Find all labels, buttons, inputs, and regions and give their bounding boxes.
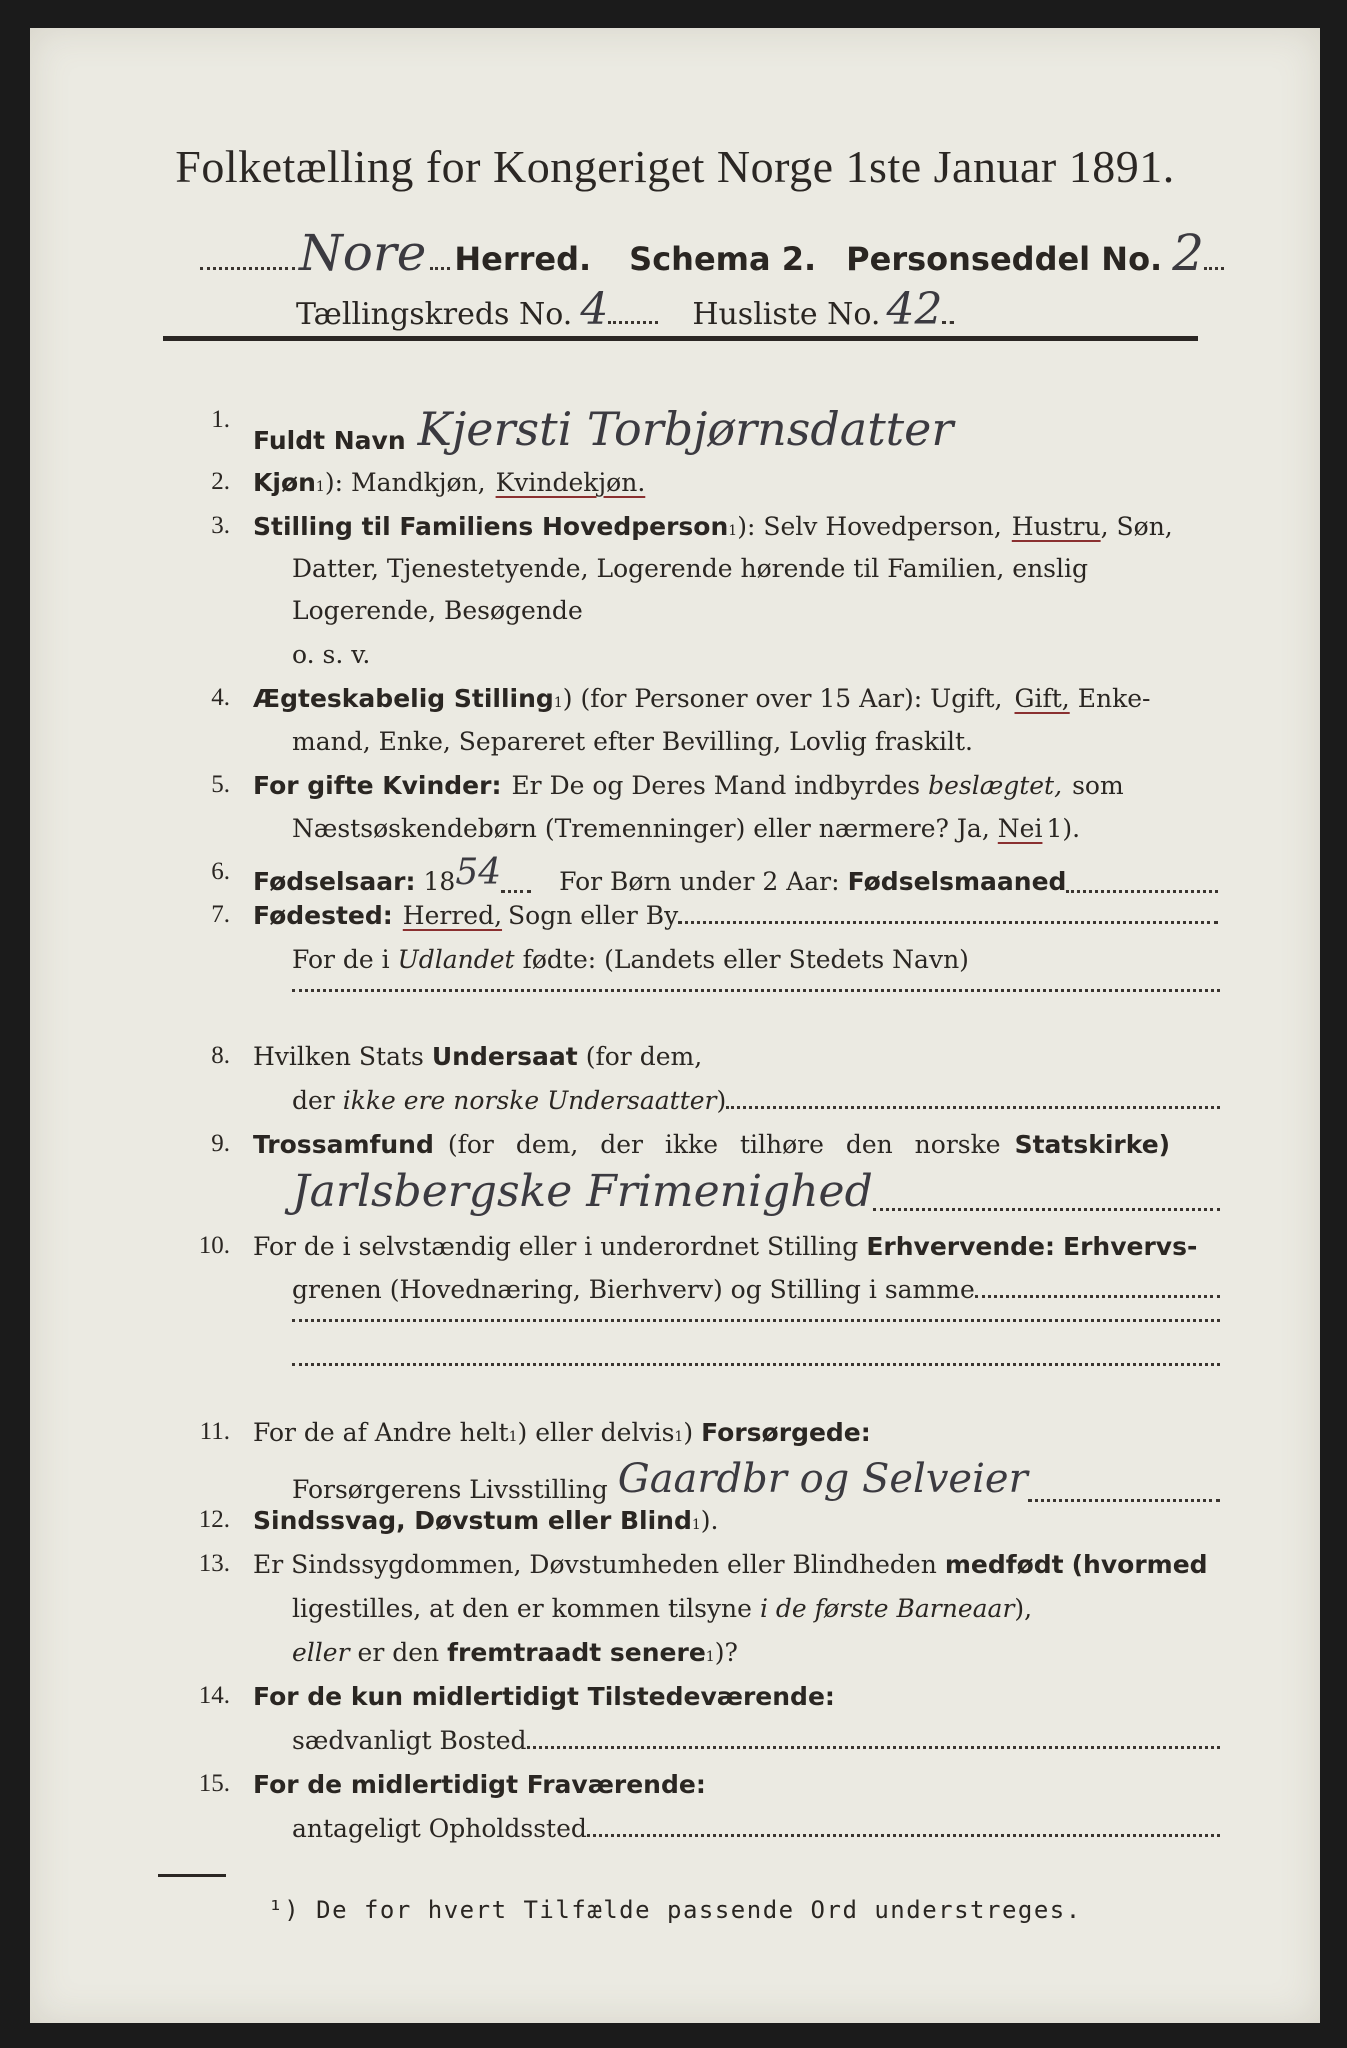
disability-origin-line-2-end: ), [1014, 1594, 1033, 1623]
citizenship-line-2-end: ) [716, 1086, 727, 1115]
family-position-text: ): Selv Hovedperson, [737, 512, 1002, 541]
family-position-text-b: , Søn, [1100, 512, 1173, 541]
disability-origin-label: medfødt [944, 1550, 1064, 1579]
footnote-ref: 1 [508, 1429, 518, 1445]
married-women-text: Er De og Deres Mand indbyrdes [511, 771, 921, 800]
religion-label-2: Statskirke) [1014, 1130, 1171, 1159]
footnote-ref: 1 [674, 1429, 684, 1445]
supported-label: Forsørgede: [701, 1418, 871, 1447]
disability-label: Sindssvag, Døvstum eller Blind [253, 1506, 692, 1535]
birth-month-label: Fødselsmaaned [847, 867, 1067, 896]
usual-residence-label: sædvanligt Bosted [292, 1726, 527, 1755]
marital-status-label: Ægteskabelig Stilling [253, 684, 554, 713]
marital-status-selected: Gift, [1014, 684, 1070, 713]
temporary-present-label: For de kun midlertidigt Tilstedeværende: [253, 1682, 835, 1711]
footnote-rule [158, 1874, 226, 1877]
item-number: 15. [198, 1770, 230, 1797]
item-number: 2. [211, 468, 230, 495]
family-position-selected: Hustru [1011, 512, 1101, 541]
item-number: 12. [198, 1506, 230, 1533]
family-position-line-3: Logerende, Besøgende [292, 596, 583, 625]
sex-label: Kjøn [253, 468, 316, 497]
item-number: 14. [198, 1682, 230, 1709]
temporary-absent-label: For de midlertidigt Fraværende: [253, 1770, 706, 1799]
disability-text: ). [700, 1506, 719, 1535]
kreds-label: Tællingskreds No. [296, 297, 573, 332]
header-line-kreds [296, 284, 954, 335]
birthplace-selected: Herred, [402, 901, 503, 930]
birthplace-line-2: For de i [292, 945, 390, 974]
citizenship-text: Hvilken Stats [253, 1042, 424, 1071]
birthplace-line-2-em: Udlandet [397, 945, 515, 974]
header-divider [163, 336, 1198, 341]
married-women-selected: Nei [997, 814, 1043, 843]
kreds-value: 4 [580, 284, 609, 335]
provider-occupation-value: Gaardbr og Selveier [617, 1456, 1028, 1502]
marital-status-text-b: Enke- [1077, 684, 1151, 713]
item-number: 6. [211, 858, 230, 885]
item-number: 13. [198, 1550, 230, 1577]
header-line-herred [200, 224, 1224, 282]
disability-origin-line-3: er den [357, 1638, 440, 1667]
footnote-ref: 1 [315, 479, 325, 495]
birthplace-line-2-end: fødte: (Landets eller Stedets Navn) [522, 945, 969, 974]
footnote-ref: 1 [705, 1649, 715, 1665]
herred-value: Nore [299, 224, 427, 282]
citizenship-text-b: (for dem, [585, 1042, 703, 1071]
probable-location-label: antageligt Opholdssted [292, 1814, 587, 1843]
full-name-value: Kjersti Torbjørnsdatter [417, 402, 954, 456]
birth-year-value: 54 [455, 852, 502, 893]
disability-origin-line-3-end: )? [714, 1638, 738, 1667]
religion-value: Jarlsbergske Frimenighed [292, 1166, 873, 1217]
item-number: 5. [211, 771, 230, 798]
item-number: 1. [211, 406, 230, 433]
item-number: 8. [211, 1042, 230, 1069]
item-number: 10. [198, 1232, 230, 1259]
sex-selected: Kvindekjøn. [495, 468, 646, 497]
form-title: Folketælling for Kongeriget Norge 1ste Januar 1891. [175, 141, 1175, 192]
footnote-ref: 1 [553, 695, 563, 711]
birth-month-text: For Børn under 2 Aar: [559, 867, 840, 896]
occupation-blank-line-1 [292, 1318, 1220, 1322]
married-women-text-b: som [1072, 771, 1124, 800]
personseddel-value: 2 [1172, 224, 1205, 282]
occupation-label: Erhvervende: [866, 1232, 1055, 1261]
occupation-blank-line-2 [292, 1362, 1220, 1366]
supported-text: For de af Andre helt [253, 1418, 509, 1447]
marital-status-line-2: mand, Enke, Separeret efter Bevilling, Lovlig fraskilt. [292, 727, 973, 756]
religion-label: Trossamfund [253, 1130, 434, 1159]
birth-year-label: Fødselsaar: [253, 867, 416, 896]
citizenship-line-2-em: ikke ere norske Undersaatter [342, 1086, 717, 1115]
herred-label: Herred. [454, 240, 592, 278]
religion-text: (for dem, der ikke tilhøre den norske [447, 1130, 1001, 1159]
husliste-label: Husliste No. [692, 297, 881, 332]
disability-origin-text: Er Sindssygdommen, Døvstumheden eller Blindheden [253, 1550, 937, 1579]
citizenship-line-2: der [292, 1086, 335, 1115]
occupation-text: For de i selvstændig eller i underordnet Stilling [253, 1232, 859, 1261]
item-number: 4. [211, 684, 230, 711]
married-women-line-2: Næstsøskendebørn (Tremenninger) eller nærmere? Ja, [292, 814, 990, 843]
husliste-value: 42 [886, 284, 943, 335]
occupation-line-2: grenen (Hovednæring, Bierhverv) og Stilling i samme [292, 1275, 975, 1304]
married-women-line-2-end: 1). [1046, 814, 1081, 843]
schema-label: Schema 2. [629, 240, 817, 278]
full-name-label: Fuldt Navn [253, 426, 406, 455]
disability-origin-line-2: ligestilles, at den er kommen tilsyne [292, 1594, 752, 1623]
disability-origin-line-3-label: fremtraadt senere [447, 1638, 706, 1667]
married-women-label: For gifte Kvinder: [253, 771, 502, 800]
birthplace-blank-line [292, 988, 1220, 992]
disability-origin-line-2-em: i de første Barneaar [759, 1594, 1015, 1623]
sex-options-text: ): Mandkjøn, [324, 468, 486, 497]
family-position-label: Stilling til Familiens Hovedperson [253, 512, 729, 541]
citizenship-label: Undersaat [431, 1042, 578, 1071]
disability-origin-label-2: (hvormed [1071, 1550, 1208, 1579]
census-form-sheet [30, 28, 1320, 2023]
footnote-ref: 1 [728, 523, 738, 539]
birth-year-prefix: 18 [423, 867, 456, 896]
family-position-line-2: Datter, Tjenestetyende, Logerende hørende til Familien, enslig [292, 554, 1089, 583]
provider-occupation-label: Forsørgerens Livsstilling [292, 1475, 608, 1504]
personseddel-label: Personseddel No. [846, 240, 1163, 278]
item-number: 11. [199, 1418, 230, 1445]
item-number: 3. [211, 512, 230, 539]
married-women-em: beslægtet, [928, 771, 1063, 800]
family-position-line-4: o. s. v. [292, 640, 371, 669]
supported-text-c: ) [683, 1418, 694, 1447]
occupation-label-2: Erhvervs- [1063, 1232, 1198, 1261]
supported-text-b: ) eller delvis [517, 1418, 675, 1447]
footnote-ref: 1 [691, 1517, 701, 1533]
birthplace-text: Sogn eller By [508, 901, 679, 930]
birthplace-label: Fødested: [253, 901, 393, 930]
item-number: 9. [211, 1130, 230, 1157]
marital-status-text: ) (for Personer over 15 Aar): Ugift, [562, 684, 1003, 713]
item-number: 7. [211, 901, 230, 928]
disability-origin-line-3-em: eller [292, 1638, 350, 1667]
footnote: ¹) De for hvert Tilfælde passende Ord understreges. [268, 1896, 1082, 1924]
